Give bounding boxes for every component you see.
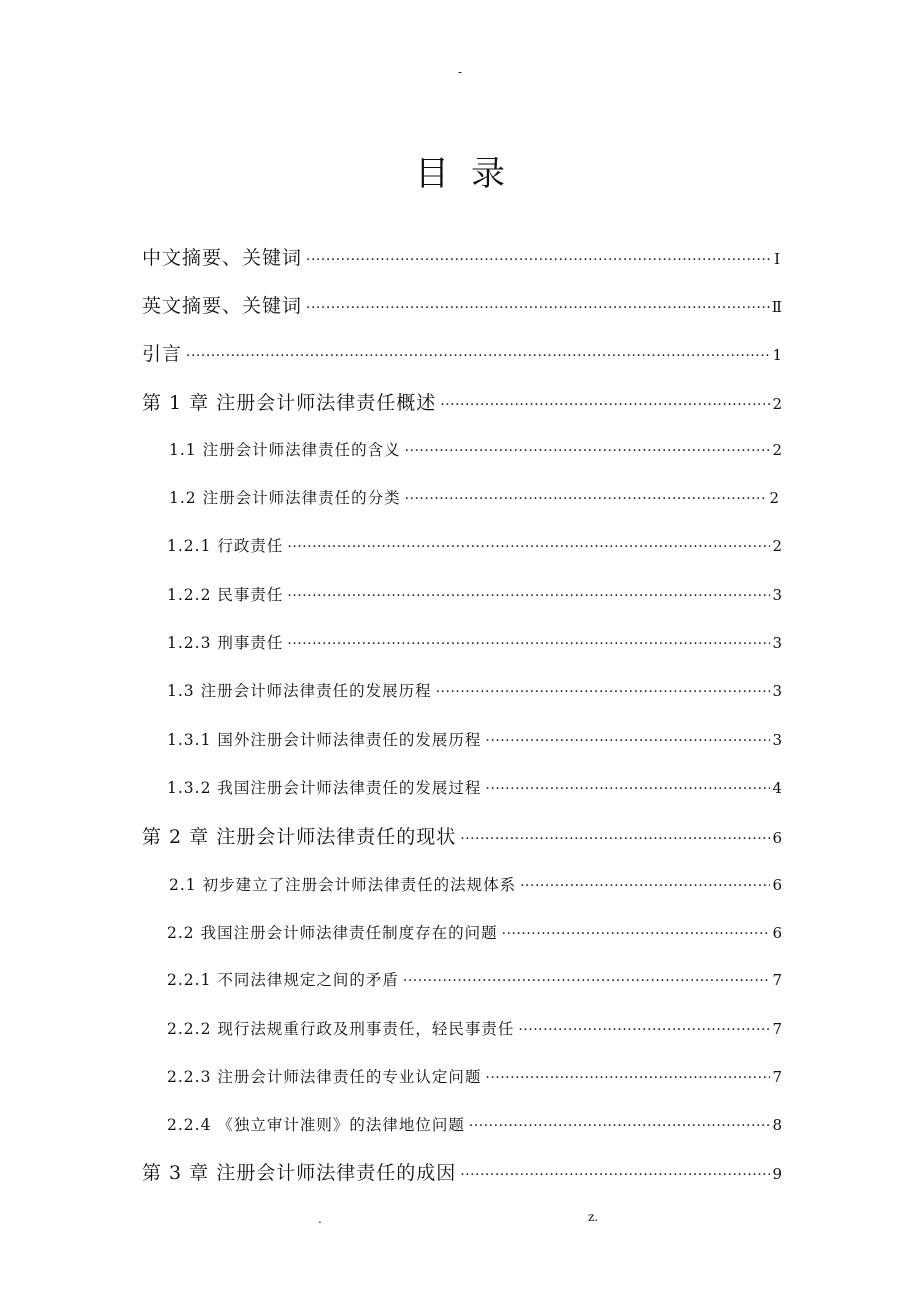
toc-entry-1-3-1[interactable]	[167, 727, 782, 753]
toc-leader-dots	[306, 245, 772, 275]
toc-entry-page: Ⅱ	[771, 298, 782, 316]
toc-leader-dots	[460, 1160, 770, 1190]
toc-leader-dots	[485, 1065, 770, 1091]
page-title: 目录	[415, 154, 527, 194]
toc-entry-label: 1.3.2 我国注册会计师法律责任的发展过程	[167, 779, 482, 797]
toc-leader-dots	[287, 534, 770, 560]
toc-entry-chapter-1[interactable]	[142, 388, 782, 418]
toc-leader-dots	[186, 341, 770, 371]
toc-entry-chapter-3[interactable]	[142, 1158, 782, 1188]
toc-entry-2-1[interactable]	[169, 872, 782, 898]
toc-leader-dots	[403, 968, 771, 994]
toc-entry-label: 第 1 章 注册会计师法律责任概述	[142, 392, 437, 414]
toc-entry-page: 7	[772, 1020, 782, 1038]
toc-entry-label: 引言	[142, 343, 183, 365]
toc-entry-page: 2	[772, 537, 782, 555]
toc-entry-page: 2	[769, 489, 779, 507]
toc-entry-english-abstract[interactable]	[142, 291, 782, 321]
toc-entry-page: 6	[772, 829, 782, 847]
toc-entry-page: 1	[772, 346, 782, 364]
toc-entry-page: 2	[772, 395, 782, 413]
toc-entry-label: 第 3 章 注册会计师法律责任的成因	[142, 1162, 457, 1184]
toc-entry-page: 3	[772, 682, 782, 700]
toc-leader-dots	[469, 1113, 771, 1139]
toc-leader-dots	[520, 873, 770, 899]
toc-entry-page: 7	[772, 1068, 782, 1086]
toc-entry-page: 6	[772, 924, 782, 942]
toc-entry-1-2-2[interactable]	[167, 582, 782, 608]
toc-entry-label: 英文摘要、关键词	[142, 295, 303, 317]
toc-entry-page: 6	[772, 876, 782, 894]
footer-left-mark: .	[318, 1212, 322, 1226]
toc-entry-1-2[interactable]	[169, 485, 779, 511]
footer-right-mark: z.	[588, 1210, 599, 1224]
toc-leader-dots	[518, 1017, 770, 1043]
toc-entry-label: 1.2.1 行政责任	[167, 537, 284, 555]
toc-leader-dots	[287, 583, 770, 609]
toc-leader-dots	[405, 486, 768, 512]
toc-leader-dots	[440, 390, 770, 420]
toc-entry-page: 3	[772, 634, 782, 652]
toc-entry-label: 2.2.2 现行法规重行政及刑事责任，轻民事责任	[167, 1020, 515, 1038]
toc-entry-label: 中文摘要、关键词	[142, 247, 303, 269]
toc-entry-page: 9	[772, 1165, 782, 1183]
toc-entry-label: 2.2.3 注册会计师法律责任的专业认定问题	[167, 1068, 482, 1086]
toc-entry-1-2-1[interactable]	[167, 533, 782, 559]
toc-entry-2-2-1[interactable]	[167, 967, 782, 993]
toc-leader-dots	[287, 631, 770, 657]
toc-entry-chapter-2[interactable]	[142, 822, 782, 852]
toc-leader-dots	[306, 293, 770, 323]
toc-entry-label: 1.3 注册会计师法律责任的发展历程	[167, 682, 432, 700]
toc-entry-1-2-3[interactable]	[167, 630, 782, 656]
toc-entry-label: 2.1 初步建立了注册会计师法律责任的法规体系	[169, 876, 517, 894]
toc-entry-label: 2.2.4 《独立审计准则》的法律地位问题	[167, 1116, 465, 1134]
toc-leader-dots	[460, 824, 770, 854]
toc-leader-dots	[485, 776, 770, 802]
toc-entry-1-3[interactable]	[167, 678, 782, 704]
toc-entry-page: 2	[772, 441, 782, 459]
toc-entry-page: Ⅰ	[774, 250, 780, 268]
toc-entry-page: 3	[772, 586, 782, 604]
toc-entry-page: 4	[772, 779, 782, 797]
toc-entry-label: 2.2 我国注册会计师法律责任制度存在的问题	[167, 924, 498, 942]
toc-entry-2-2-3[interactable]	[167, 1064, 782, 1090]
toc-entry-label: 第 2 章 注册会计师法律责任的现状	[142, 826, 457, 848]
toc-entry-2-2-4[interactable]	[167, 1112, 782, 1138]
toc-entry-label: 2.2.1 不同法律规定之间的矛盾	[167, 971, 399, 989]
toc-leader-dots	[436, 679, 771, 705]
toc-leader-dots	[502, 921, 771, 947]
toc-entry-2-2[interactable]	[167, 920, 782, 946]
toc-entry-introduction[interactable]	[142, 339, 782, 369]
toc-entry-1-1[interactable]	[169, 437, 782, 463]
toc-entry-1-3-2[interactable]	[167, 775, 782, 801]
toc-leader-dots	[485, 728, 770, 754]
toc-entry-label: 1.3.1 国外注册会计师法律责任的发展历程	[167, 731, 482, 749]
toc-entry-label: 1.2.2 民事责任	[167, 586, 284, 604]
toc-entry-label: 1.2.3 刑事责任	[167, 634, 284, 652]
toc-entry-page: 7	[772, 971, 782, 989]
toc-entry-2-2-2[interactable]	[167, 1016, 782, 1042]
toc-entry-chinese-abstract[interactable]	[142, 243, 780, 273]
toc-entry-label: 1.2 注册会计师法律责任的分类	[169, 489, 401, 507]
toc-entry-page: 3	[772, 731, 782, 749]
header-mark: -	[457, 65, 463, 79]
toc-entry-page: 8	[772, 1116, 782, 1134]
toc-entry-label: 1.1 注册会计师法律责任的含义	[169, 441, 401, 459]
toc-leader-dots	[405, 438, 771, 464]
